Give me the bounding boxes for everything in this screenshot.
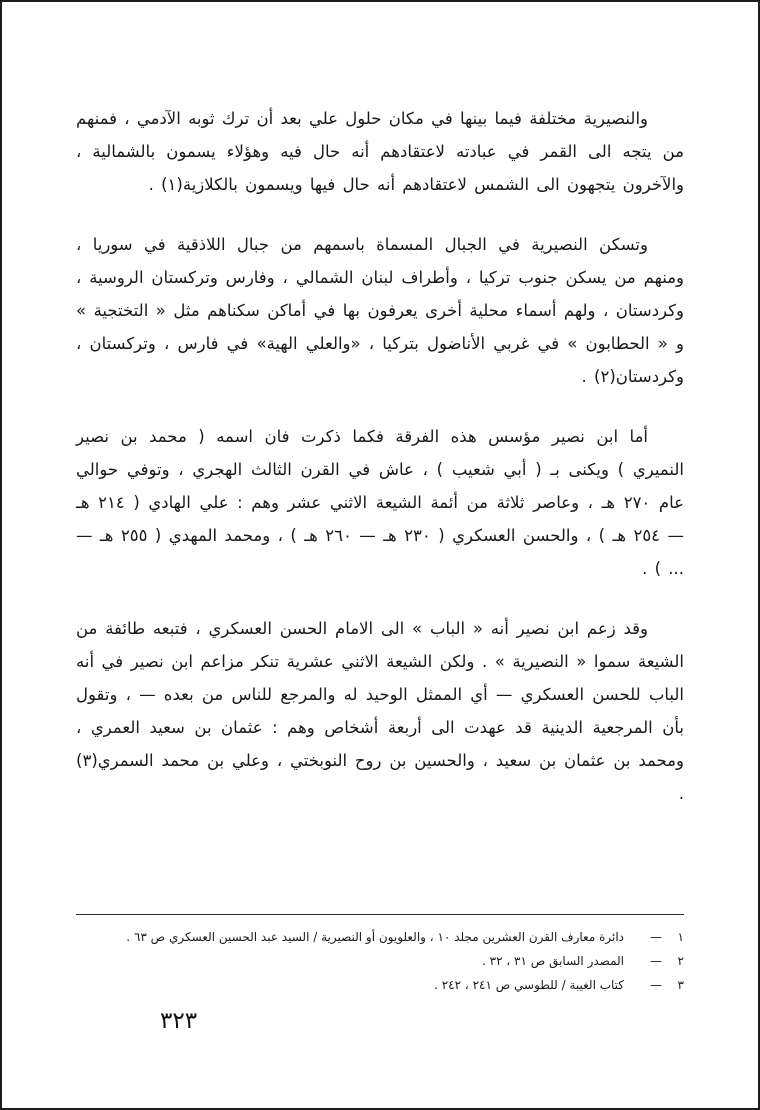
body-text — [76, 102, 684, 837]
footnote-number: ١ — [677, 930, 684, 944]
footnotes-section — [76, 914, 684, 997]
footnote — [76, 925, 684, 949]
paragraph: وقد زعم ابن نصير أنه « الباب » الى الامام الحسن العسكري ، فتبعه طائفة من الشيعة سموا « النصيرية » . ولكن الشيعة الاثني عشرية تنكر مزاعم ابن نصير في أنه الباب للحسن العسكري — أي الممثل الوحيد له والمرجع للناس من بعده — ، وتقول بأن المرجعية الدينية قد عهدت الى أربعة أشخاص وهم : عثمان بن سعيد العمري ، ومحمد بن عثمان بن سعيد ، والحسين بن روح النوبختي ، وعلي بن محمد السمري(٣) . — [76, 619, 684, 803]
page-number: ٣٢٣ — [160, 1008, 198, 1034]
footnote-divider — [76, 914, 684, 915]
paragraph: وتسكن النصيرية في الجبال المسماة باسمهم من جبال اللاذقية في سوريا ، ومنهم من يسكن جنوب تركيا ، وأطراف لبنان الشمالي ، وفارس وتركستان الروسية ، وكردستان ، ولهم أسماء محلية أخرى يعرفون بها في أماكن سكناهم مثل « التختجية » و « الحطابون » في غربي الأناضول بتركيا ، «والعلي الهية» في فارس ، وتركستان ، وكردستان(٢) . — [76, 235, 684, 386]
footnote — [76, 949, 684, 973]
footnote — [76, 973, 684, 997]
footnote-number: ٣ — [677, 978, 684, 992]
paragraph: أما ابن نصير مؤسس هذه الفرقة فكما ذكرت فان اسمه ( محمد بن نصير النميري ) ويكنى بـ ( أبي شعيب ) ، عاش في القرن الثالث الهجري ، وتوفي حوالي عام ٢٧٠ هـ ، وعاصر ثلاثة من أئمة الشيعة الاثني عشر وهم : علي الهادي ( ٢١٤ هـ — ٢٥٤ هـ ) ، والحسن العسكري ( ٢٣٠ هـ — ٢٦٠ هـ ) ، ومحمد المهدي ( ٢٥٥ هـ — ... ) . — [76, 427, 684, 578]
paragraph: والنصيرية مختلفة فيما بينها في مكان حلول علي بعد أن ترك ثوبه الآدمي ، فمنهم من يتجه الى القمر في عبادته لاعتقادهم أنه حال فيه وهؤلاء يسمون بالشمالية ، والآخرون يتجهون الى الشمس لاعتقادهم أنه حال فيها ويسمون بالكلازية(١) . — [76, 109, 684, 194]
footnote-number: ٢ — [677, 954, 684, 968]
footnote-text: المصدر السابق ص ٣١ ، ٣٢ . — [481, 954, 624, 968]
footnote-dash: — — [650, 954, 662, 968]
footnote-dash: — — [650, 978, 662, 992]
footnote-dash: — — [650, 930, 662, 944]
footnote-text: كتاب الغيبة / للطوسي ص ٢٤١ ، ٢٤٢ . — [434, 978, 624, 992]
footnote-text: دائرة معارف القرن العشرين مجلد ١٠ ، والعلويون أو النصيرية / السيد عبد الحسين العسكري ص ٦٣ . — [126, 930, 624, 944]
